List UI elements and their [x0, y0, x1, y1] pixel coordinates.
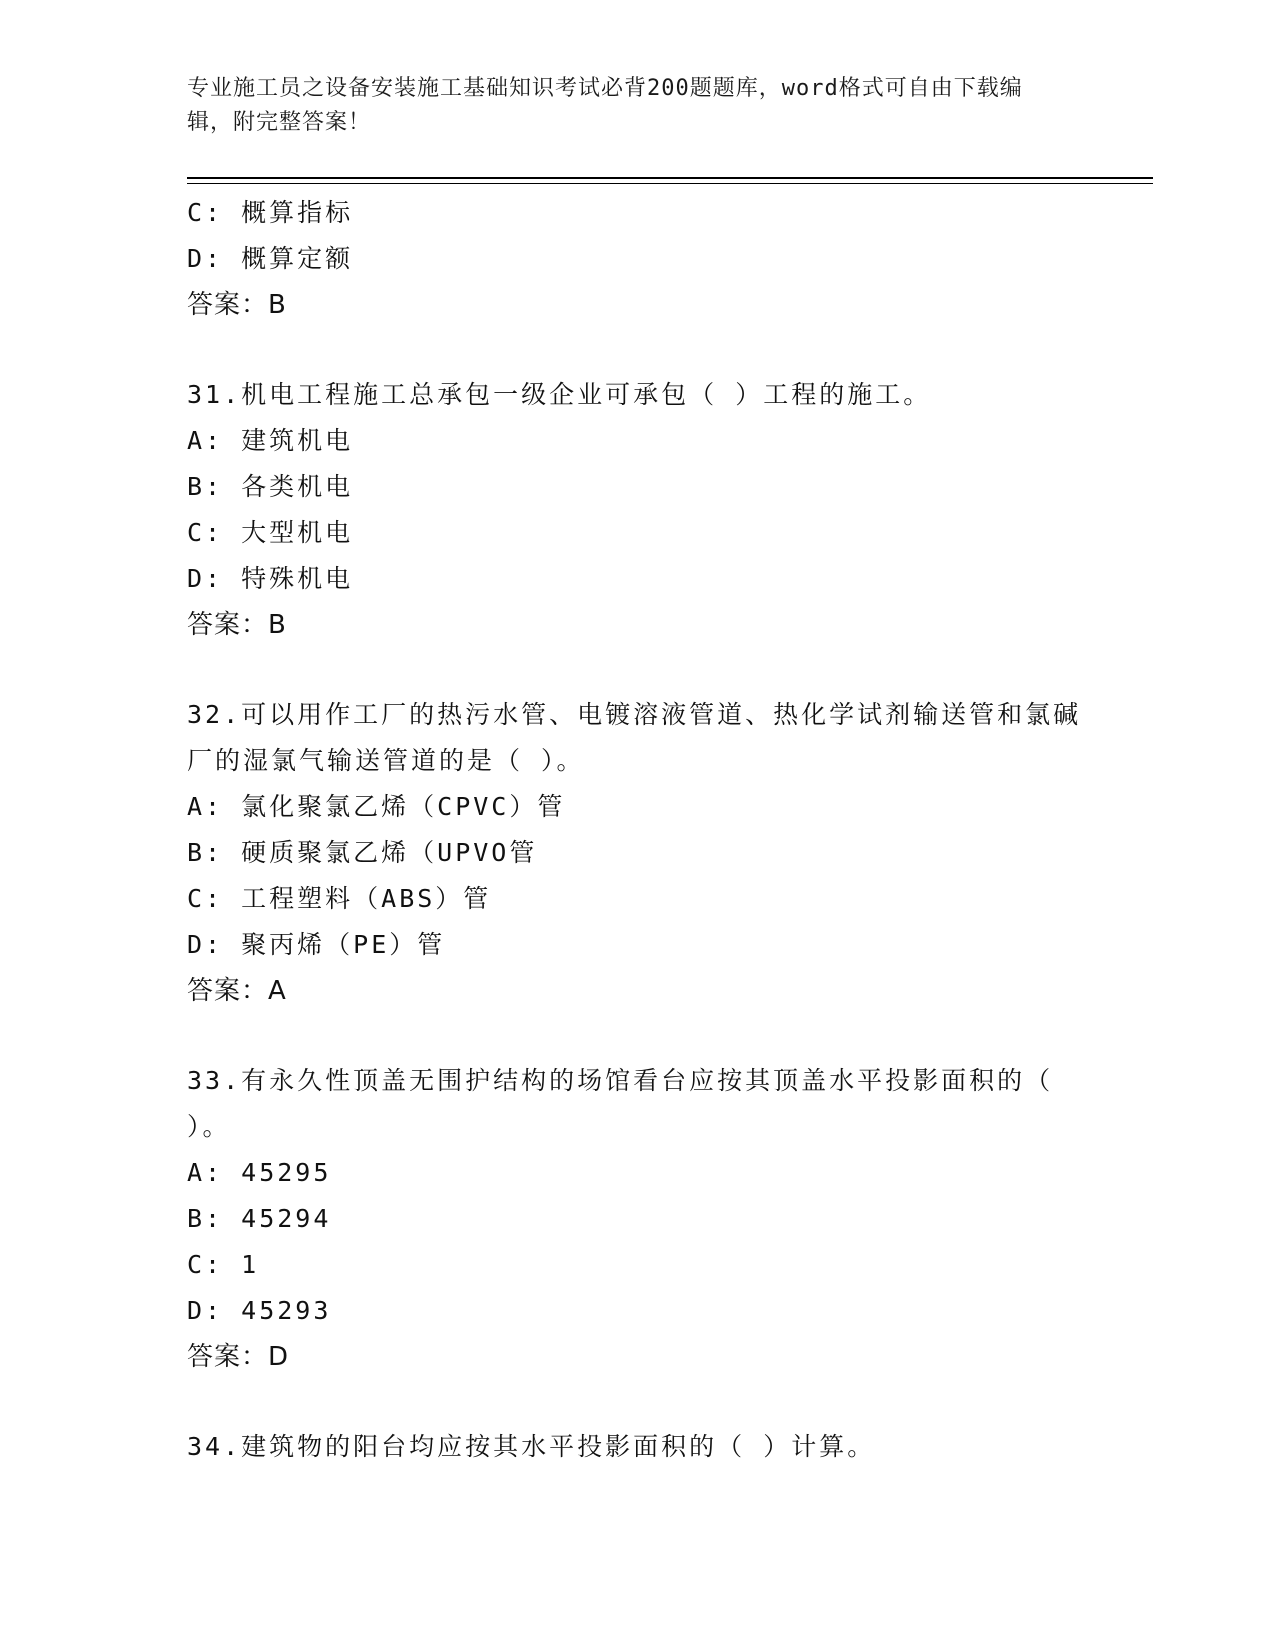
spacer	[187, 648, 1087, 692]
option-a: A: 氯化聚氯乙烯（CPVC）管	[187, 792, 566, 821]
option-b: B: 硬质聚氯乙烯（UPVO管	[187, 838, 538, 867]
option-a: A: 建筑机电	[187, 426, 354, 455]
option-b: B: 各类机电	[187, 472, 354, 501]
answer: 答案：A	[187, 976, 287, 1006]
question-33: 33.有永久性顶盖无围护结构的场馆看台应按其顶盖水平投影面积的（ ）。	[187, 1066, 1072, 1141]
option-d: D: 45293	[187, 1296, 332, 1325]
option-d: D: 概算定额	[187, 244, 354, 273]
option-b: B: 45294	[187, 1204, 332, 1233]
option-a: A: 45295	[187, 1158, 332, 1187]
answer: 答案：B	[187, 290, 287, 320]
answer: 答案：D	[187, 1342, 290, 1372]
option-c: C: 工程塑料（ABS）管	[187, 884, 492, 913]
option-d: D: 聚丙烯（PE）管	[187, 930, 446, 959]
option-c: C: 大型机电	[187, 518, 354, 547]
option-d: D: 特殊机电	[187, 564, 354, 593]
document-header: 专业施工员之设备安装施工基础知识考试必背200题题库，word格式可自由下载编辑，附完整答案！	[187, 76, 1023, 135]
header-rule-thin	[187, 183, 1153, 184]
spacer	[187, 328, 1087, 372]
question-34: 34.建筑物的阳台均应按其水平投影面积的（ ）计算。	[187, 1432, 876, 1461]
header-rule-thick	[187, 177, 1153, 179]
question-31: 31.机电工程施工总承包一级企业可承包（ ）工程的施工。	[187, 380, 932, 409]
spacer	[187, 1014, 1087, 1058]
spacer	[187, 1380, 1087, 1424]
question-32: 32.可以用作工厂的热污水管、电镀溶液管道、热化学试剂输送管和氯碱厂的湿氯气输送管道的是（ ）。	[187, 700, 1082, 775]
answer: 答案：B	[187, 610, 287, 640]
option-c: C: 概算指标	[187, 198, 354, 227]
option-c: C: 1	[187, 1250, 260, 1279]
question-list	[187, 190, 1087, 1470]
